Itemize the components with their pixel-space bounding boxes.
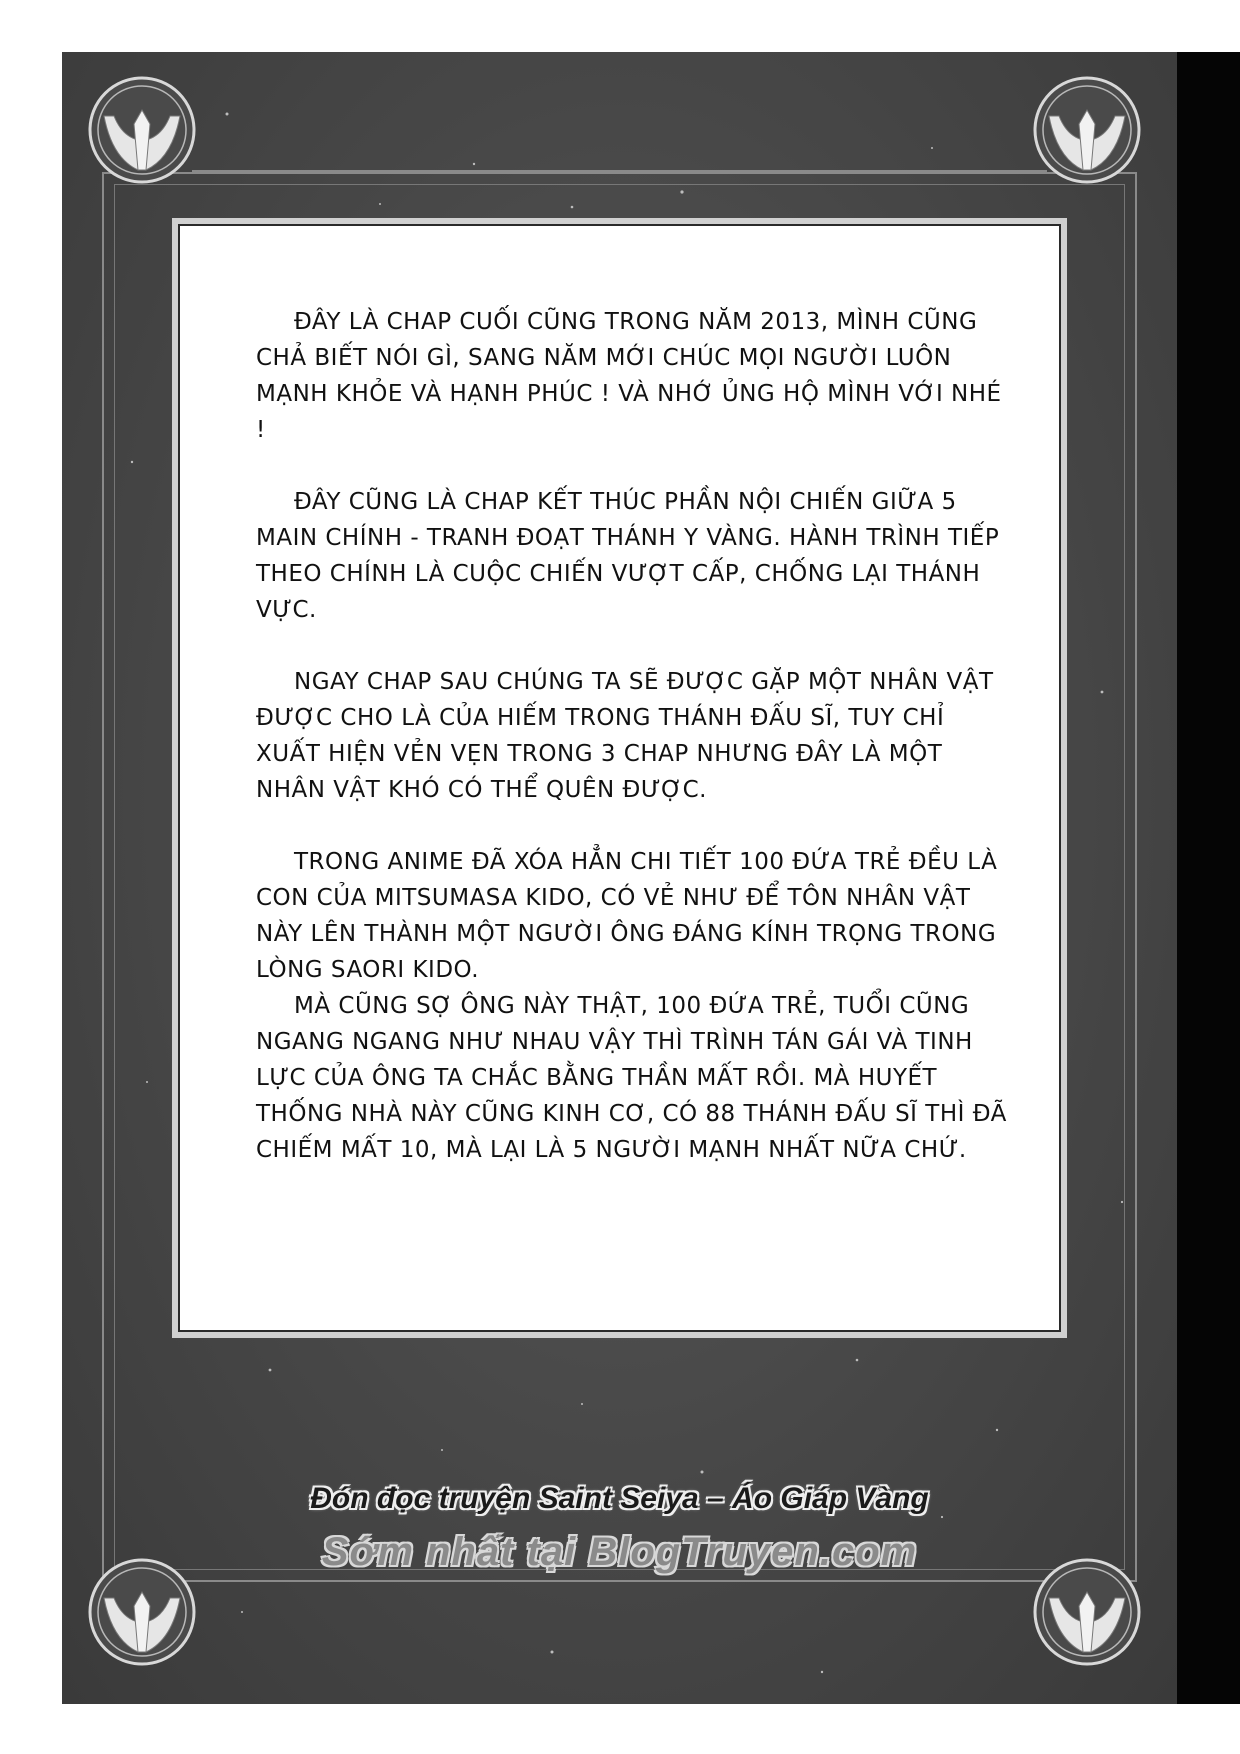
letter-text: [256, 304, 1016, 1204]
letter-panel: [172, 218, 1067, 1338]
promo-banner-line-1: Đón đọc truyện Saint Seiya – Áo Giáp Vàng: [310, 1482, 929, 1515]
letter-paragraph: ĐÂY LÀ CHAP CUỐI CŨNG TRONG NĂM 2013, MÌNH CŨNG CHẢ BIẾT NÓI GÌ, SANG NĂM MỚI CHÚC MỌI NGƯỜI LUÔN MẠNH KHỎE VÀ HẠNH PHÚC ! VÀ NHỚ ỦNG HỘ MÌNH VỚI NHÉ !: [256, 309, 1002, 443]
promo-banner-line-2: Sớm nhất tại BlogTruyen.com: [321, 1530, 918, 1574]
letter-paragraph: TRONG ANIME ĐÃ XÓA HẲN CHI TIẾT 100 ĐỨA TRẺ ĐỀU LÀ CON CỦA MITSUMASA KIDO, CÓ VẺ NHƯ ĐỂ TÔN NHÂN VẬT NÀY LÊN THÀNH MỘT NGƯỜI ÔNG ĐÁNG KÍNH TRỌNG TRONG LÒNG SAORI KIDO.: [256, 849, 998, 983]
letter-paragraph: ĐÂY CŨNG LÀ CHAP KẾT THÚC PHẦN NỘI CHIẾN GIỮA 5 MAIN CHÍNH - TRANH ĐOẠT THÁNH Y VÀNG. HÀNH TRÌNH TIẾP THEO CHÍNH LÀ CUỘC CHIẾN VƯỢT CẤP, CHỐNG LẠI THÁNH VỰC.: [256, 489, 1000, 623]
letter-paragraph: NGAY CHAP SAU CHÚNG TA SẼ ĐƯỢC GẶP MỘT NHÂN VẬT ĐƯỢC CHO LÀ CỦA HIẾM TRONG THÁNH ĐẤU SĨ, TUY CHỈ XUẤT HIỆN VẺN VẸN TRONG 3 CHAP NHƯNG ĐÂY LÀ MỘT NHÂN VẬT KHÓ CÓ THỂ QUÊN ĐƯỢC.: [256, 669, 994, 803]
star-frame: [62, 52, 1177, 1704]
letter-paragraph: MÀ CŨNG SỢ ÔNG NÀY THẬT, 100 ĐỨA TRẺ, TUỔI CŨNG NGANG NGANG NHƯ NHAU VẬY THÌ TRÌNH TÁN GÁI VÀ TINH LỰC CỦA ÔNG TA CHẮC BẰNG THẦN MẤT RỒI. MÀ HUYẾT THỐNG NHÀ NÀY CŨNG KINH CƠ, CÓ 88 THÁNH ĐẤU SĨ THÌ ĐÃ CHIẾM MẤT 10, MÀ LẠI LÀ 5 NGƯỜI MẠNH NHẤT NỮA CHỨ.: [256, 993, 1007, 1163]
ornament-corner-icon: [1027, 70, 1147, 190]
ornament-corner-icon: [82, 70, 202, 190]
page-edge-strip: [1177, 52, 1240, 1704]
